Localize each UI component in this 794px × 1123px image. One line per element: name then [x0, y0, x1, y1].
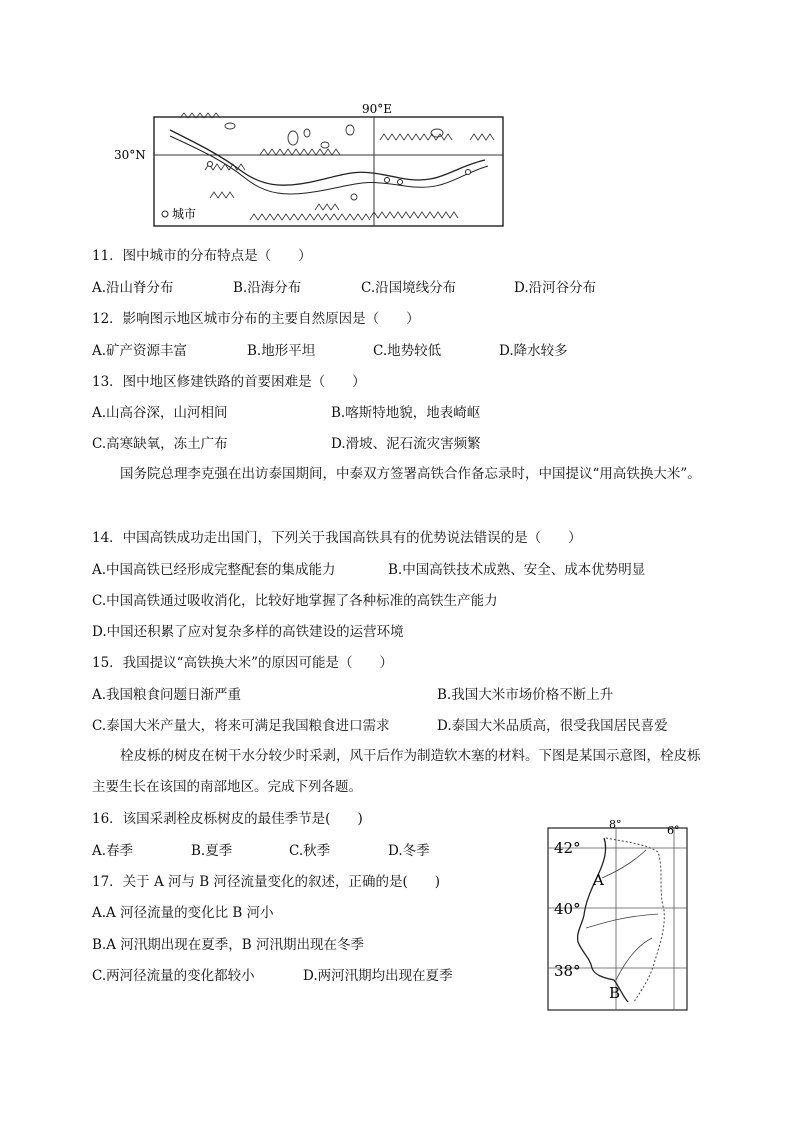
latitude-label: 30°N [114, 148, 146, 162]
longitude-label-6: 6° [667, 824, 680, 837]
q16-option-b: B.夏季 [191, 843, 233, 859]
q15-option-c: C.泰国大米产量大，将来可满足我国粮食进口需求 [92, 718, 390, 734]
river-label-b: B [609, 984, 621, 1002]
q13-stem: 13．图中地区修建铁路的首要困难是（ ） [92, 374, 366, 390]
portugal-map [546, 820, 691, 1015]
q12-stem: 12．影响图示地区城市分布的主要自然原因是（ ） [92, 311, 420, 327]
q13-option-b: B.喀斯特地貌，地表崎岖 [331, 405, 481, 421]
q13-option-a: A.山高谷深，山河相间 [92, 405, 228, 421]
q17-option-d: D.两河汛期均出现在夏季 [303, 968, 453, 984]
q16-stem: 16．该国采剥栓皮栎树皮的最佳季节是( ) [92, 811, 363, 827]
passage-high-speed-rail: 国务院总理李克强在出访泰国期间，中泰双方签署高铁合作备忘录时，中国提议“用高铁换大米”。 [120, 466, 701, 482]
q15-option-b: B.我国大米市场价格不断上升 [437, 687, 614, 703]
q14-option-c: C.中国高铁通过吸收消化，比较好地掌握了各种标准的高铁生产能力 [92, 593, 498, 609]
q12-option-c: C.地势较低 [373, 343, 442, 359]
river-label-a: A [593, 871, 604, 889]
q15-stem: 15．我国提议“高铁换大米”的原因可能是（ ） [92, 655, 393, 671]
q12-option-b: B.地形平坦 [247, 343, 316, 359]
himalaya-map [110, 100, 510, 230]
q13-option-d: D.滑坡、泥石流灾害频繁 [331, 436, 481, 452]
city-legend-label: 城市 [172, 207, 197, 221]
q16-option-a: A.春季 [92, 843, 134, 859]
latitude-label-38: 38° [554, 962, 581, 980]
q14-option-d: D.中国还积累了应对复杂多样的高铁建设的运营环境 [92, 624, 404, 640]
q11-stem: 11．图中城市的分布特点是（ ） [92, 248, 312, 264]
q12-option-d: D.降水较多 [499, 343, 568, 359]
latitude-label-42: 42° [554, 839, 581, 857]
q15-option-a: A.我国粮食问题日渐严重 [92, 687, 242, 703]
q17-option-a: A.A 河径流量的变化比 B 河小 [92, 905, 274, 921]
q11-option-a: A.沿山脊分布 [92, 280, 174, 296]
q11-option-c: C.沿国境线分布 [361, 280, 457, 296]
q11-option-d: D.沿河谷分布 [514, 280, 597, 296]
latitude-label-40: 40° [554, 900, 581, 918]
passage-cork-oak: 栓皮栎的树皮在树干水分较少时采剥，风干后作为制造软木塞的材料。下图是某国示意图，栓皮栎主要生长在该国的南部地区。完成下列各题。 [92, 748, 701, 795]
q17-option-b: B.A 河汛期出现在夏季，B 河汛期出现在冬季 [92, 937, 364, 953]
q12-option-a: A.矿产资源丰富 [92, 343, 188, 359]
q14-option-b: B.中国高铁技术成熟、安全、成本优势明显 [388, 562, 646, 578]
q17-stem: 17．关于 A 河与 B 河径流量变化的叙述，正确的是( ) [92, 874, 441, 890]
q15-option-d: D.泰国大米品质高，很受我国居民喜爱 [437, 718, 668, 734]
q14-option-a: A.中国高铁已经形成完整配套的集成能力 [92, 562, 336, 578]
city-legend-icon [162, 211, 168, 217]
q17-option-c: C.两河径流量的变化都较小 [92, 968, 255, 984]
q13-option-c: C.高寒缺氧，冻土广布 [92, 436, 228, 452]
q11-option-b: B.沿海分布 [233, 280, 302, 296]
longitude-label: 90°E [362, 102, 393, 116]
longitude-label-8: 8° [609, 820, 622, 831]
q16-option-d: D.冬季 [388, 843, 430, 859]
q16-option-c: C.秋季 [289, 843, 331, 859]
q14-stem: 14．中国高铁成功走出国门，下列关于我国高铁具有的优势说法错误的是（ ） [92, 530, 582, 546]
